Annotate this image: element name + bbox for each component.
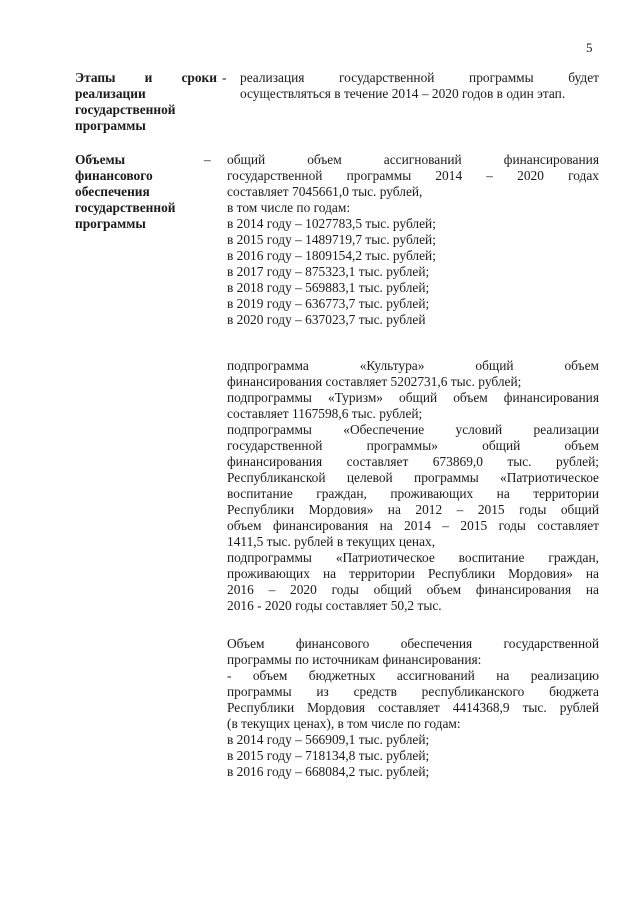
subprograms-line: финансирования составляет 5202731,6 тыс. рублей; <box>227 374 522 389</box>
funding-label-line: государственной <box>75 200 176 215</box>
stages-text-line: осуществляться в течение 2014 – 2020 годов в один этап. <box>240 86 566 101</box>
funding-year-item: в 2018 году – 569883,1 тыс. рублей; <box>227 280 430 295</box>
subprograms-line: Республиканской целевой программы «Патриотическое <box>227 470 599 485</box>
stages-label <box>75 70 217 134</box>
funding-year-item: в 2020 году – 637023,7 тыс. рублей <box>227 312 426 327</box>
subprograms-line: воспитание граждан, проживающих на территории <box>227 486 599 501</box>
stages-label-line: реализации <box>75 86 146 101</box>
subprograms-line: Республики Мордовия» на 2012 – 2015 годы общий <box>227 502 599 517</box>
subprograms-line: подпрограммы «Патриотическое воспитание граждан, <box>227 550 599 565</box>
subprograms-line: 2016 – 2020 годы общий объем финансирования на <box>227 582 599 597</box>
sources-line: - объем бюджетных ассигнований на реализацию <box>227 668 599 683</box>
subprograms-line: подпрограммы «Обеспечение условий реализации <box>227 422 599 437</box>
funding-dash: – <box>204 152 211 167</box>
funding-total-line: государственной программы 2014 – 2020 годах <box>227 168 599 183</box>
funding-content <box>227 152 599 780</box>
funding-year-item: в 2015 году – 1489719,7 тыс. рублей; <box>227 232 436 247</box>
paragraph-gap <box>227 614 599 630</box>
paragraph-gap <box>227 344 599 358</box>
sources-line: в 2016 году – 668084,2 тыс. рублей; <box>227 764 430 779</box>
sources-line: в 2014 году – 566909,1 тыс. рублей; <box>227 732 430 747</box>
subprograms-line: 2016 - 2020 годы составляет 50,2 тыс. <box>227 598 442 613</box>
funding-label-line: программы <box>75 216 146 231</box>
stages-label-line: Этапы и сроки <box>75 70 217 85</box>
stages-label-line: программы <box>75 118 146 133</box>
funding-label <box>75 152 217 232</box>
funding-year-item: в 2017 году – 875323,1 тыс. рублей; <box>227 264 430 279</box>
funding-label-line: Объемы <box>75 152 126 167</box>
funding-label-line: финансового <box>75 168 153 183</box>
funding-total-line: общий объем ассигнований финансирования <box>227 152 599 167</box>
sources-line: программы из средств республиканского бюджета <box>227 684 599 699</box>
page-number: 5 <box>586 40 593 55</box>
stages-label-line: государственной <box>75 102 176 117</box>
stages-dash: - <box>222 70 227 85</box>
funding-by-years-intro: в том числе по годам: <box>227 200 351 215</box>
subprograms-line: составляет 1167598,6 тыс. рублей; <box>227 406 423 421</box>
funding-year-item: в 2014 году – 1027783,5 тыс. рублей; <box>227 216 436 231</box>
funding-year-item: в 2016 году – 1809154,2 тыс. рублей; <box>227 248 436 263</box>
subprograms-line: подпрограмма «Культура» общий объем <box>227 358 599 373</box>
funding-total-line: составляет 7045661,0 тыс. рублей, <box>227 184 423 199</box>
paragraph-gap <box>227 328 599 344</box>
subprograms-line: государственной программы» общий объем <box>227 438 599 453</box>
sources-line: Республики Мордовия составляет 4414368,9 тыс. рублей <box>227 700 599 715</box>
subprograms-line: проживающих на территории Республики Мордовия» на <box>227 566 599 581</box>
sources-line: программы по источникам финансирования: <box>227 652 482 667</box>
stages-text-line: реализация государственной программы будет <box>240 70 599 85</box>
subprograms-line: 1411,5 тыс. рублей в текущих ценах, <box>227 534 436 549</box>
sources-line: (в текущих ценах), в том числе по годам: <box>227 716 461 731</box>
stages-text <box>240 70 599 102</box>
funding-year-item: в 2019 году – 636773,7 тыс. рублей; <box>227 296 430 311</box>
funding-label-line: обеспечения <box>75 184 150 199</box>
sources-line: в 2015 году – 718134,8 тыс. рублей; <box>227 748 430 763</box>
subprograms-line: финансирования составляет 673869,0 тыс. рублей; <box>227 454 599 469</box>
subprograms-line: объем финансирования на 2014 – 2015 годы составляет <box>227 518 599 533</box>
sources-line: Объем финансового обеспечения государственной <box>227 636 599 651</box>
subprograms-line: подпрограммы «Туризм» общий объем финансирования <box>227 390 599 405</box>
